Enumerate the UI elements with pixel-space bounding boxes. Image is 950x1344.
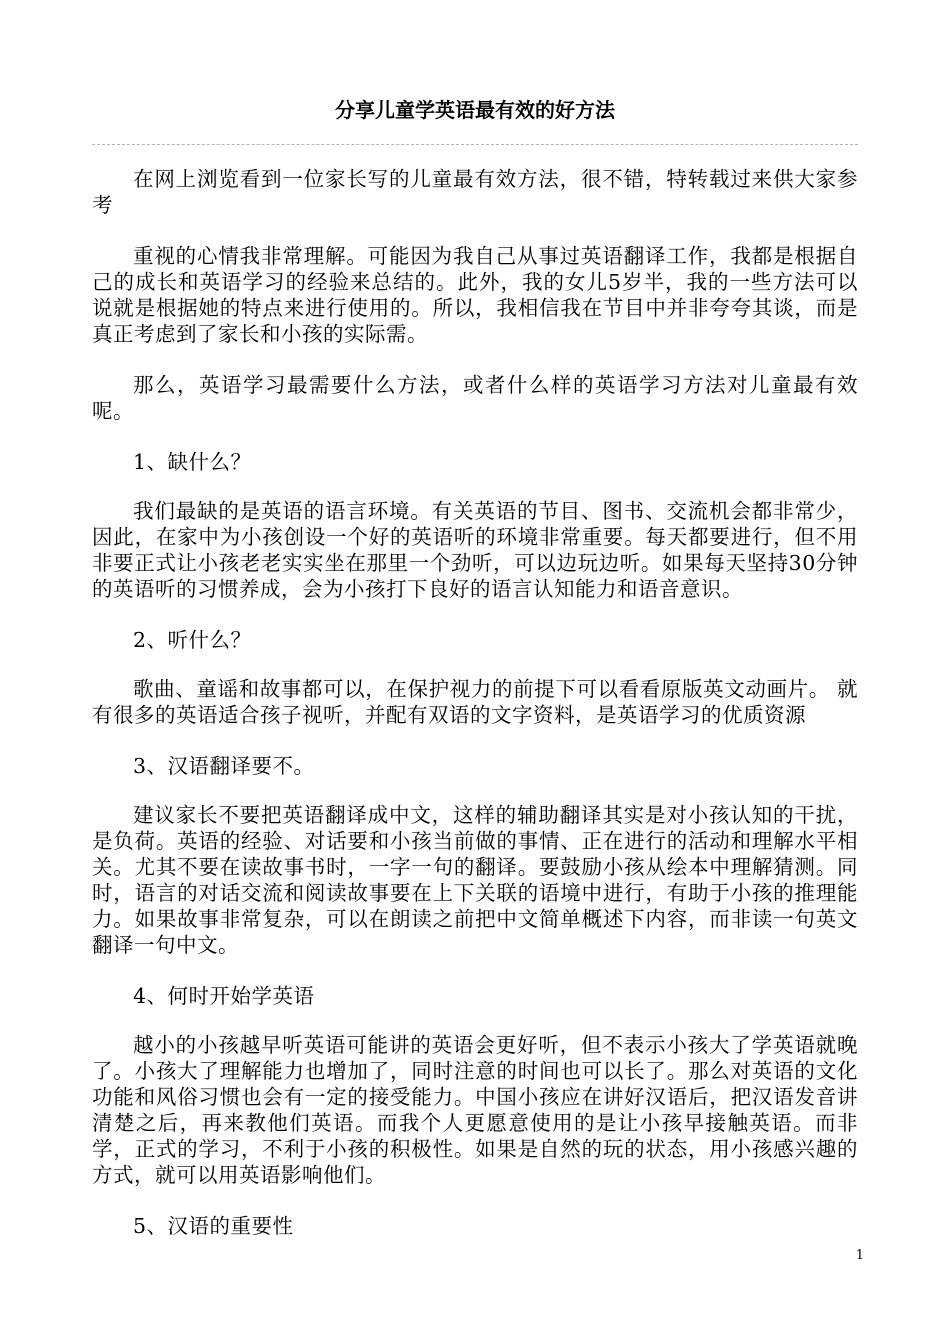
page-number: 1 [855,1248,864,1263]
paragraph-intro: 在网上浏览看到一位家长写的儿童最有效方法，很不错，特转载过来供大家参考 [92,167,858,217]
document-title: 分享儿童学英语最有效的好方法 [335,98,615,122]
section-heading-4: 4、何时开始学英语 [133,984,315,1008]
section-heading-2: 2、听什么？ [133,628,252,652]
paragraph-understanding: 重视的心情我非常理解。可能因为我自己从事过英语翻译工作，我都是根据自己的成长和英语学习的经验来总结的。此外，我的女儿5岁半，我的一些方法可以说就是根据她的特点来进行使用的。所以，我相信我在节目中并非夸夸其谈，而是真正考虑到了家长和小孩的实际需。 [92,244,858,346]
paragraph-when-to-start: 越小的小孩越早听英语可能讲的英语会更好听，但不表示小孩大了学英语就晚了。小孩大了理解能力也增加了，同时注意的时间也可以长了。那么对英语的文化功能和风俗习惯也会有一定的接受能力。中国小孩应在讲好汉语后，把汉语发音讲清楚之后，再来教他们英语。而我个人更愿意使用的是让小孩早接触英语。而非学，正式的学习，不利于小孩的积极性。如果是自然的玩的状态，用小孩感兴趣的方式，就可以用英语影响他们。 [92,1033,858,1187]
section-heading-1: 1、缺什么？ [133,450,252,474]
section-heading-3: 3、汉语翻译要不。 [133,754,315,778]
paragraph-translation: 建议家长不要把英语翻译成中文，这样的辅助翻译其实是对小孩认知的干扰，是负荷。英语的经验、对话要和小孩当前做的事情、正在进行的活动和理解水平相关。尤其不要在读故事书时，一字一句的翻译。要鼓励小孩从绘本中理解猜测。同时，语言的对话交流和阅读故事要在上下关联的语境中进行，有助于小孩的推理能力。如果故事非常复杂，可以在朗读之前把中文简单概述下内容，而非读一句英文翻译一句中文。 [92,803,858,957]
paragraph-question: 那么，英语学习最需要什么方法，或者什么样的英语学习方法对儿童最有效呢。 [92,373,858,423]
paragraph-listening: 歌曲、童谣和故事都可以，在保护视力的前提下可以看看原版英文动画片。 就有很多的英语适合孩子视听，并配有双语的文字资料，是英语学习的优质资源 [92,677,858,727]
title-divider [92,144,858,145]
section-heading-5: 5、汉语的重要性 [133,1214,294,1238]
paragraph-environment: 我们最缺的是英语的语言环境。有关英语的节目、图书、交流机会都非常少，因此，在家中为小孩创设一个好的英语听的环境非常重要。每天都要进行，但不用非要正式让小孩老老实实坐在那里一个劲听，可以边玩边听。如果每天坚持30分钟的英语听的习惯养成，会为小孩打下良好的语言认知能力和语音意识。 [92,499,858,601]
document-body [92,166,858,1262]
